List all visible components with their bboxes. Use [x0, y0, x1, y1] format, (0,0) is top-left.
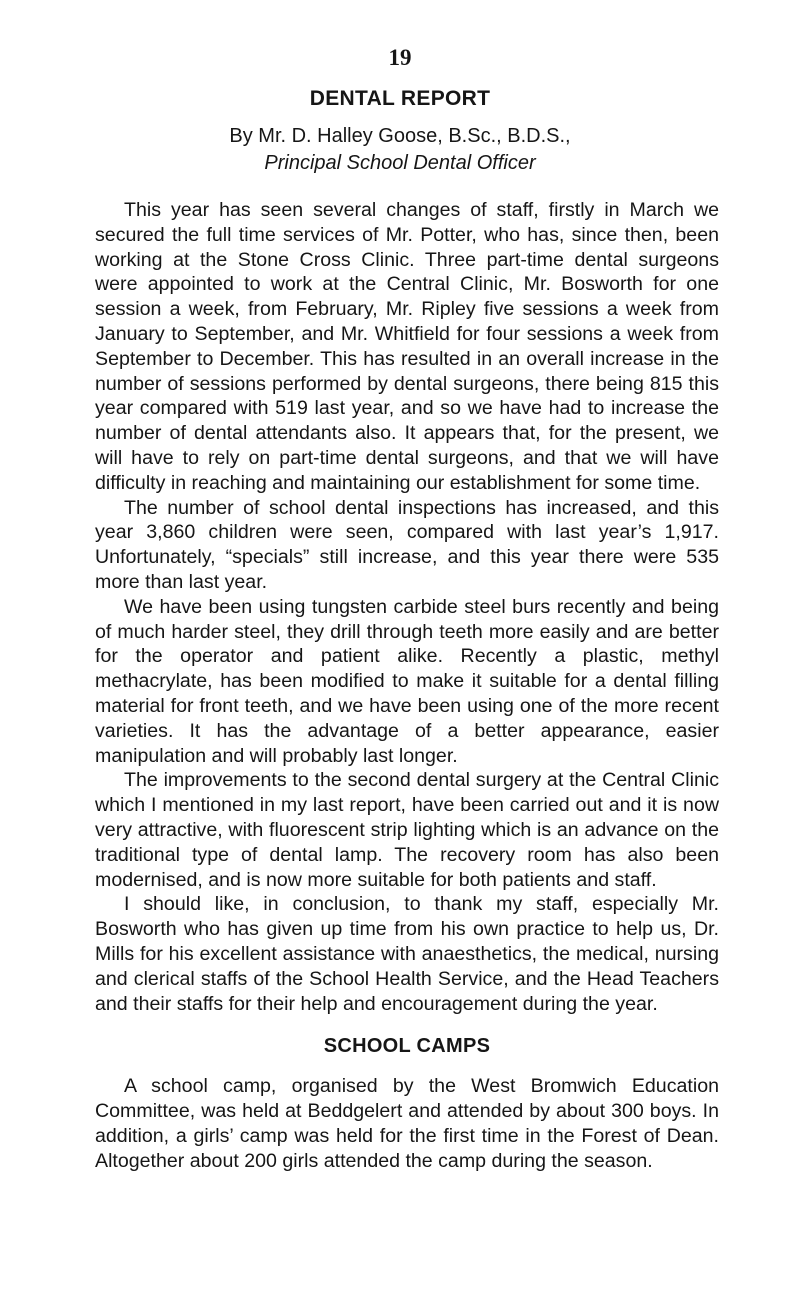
dental-paragraph-improvements: The improvements to the second dental surgery at the Central Clinic which I mentioned in my last report, have been carried out and it is now very attractive, with fluorescent strip lighting which is an advance on the traditional type of dental lamp. The recovery room has also been modernised, and is now more suitable for both patients and staff. [95, 769, 719, 891]
page-number: 19 [388, 45, 412, 70]
dental-paragraph-staff: This year has seen several changes of staff, firstly in March we secured the full time services of Mr. Potter, who has, since then, been working at the Stone Cross Clinic. Three part-time dental surgeons were appointed to work at the Central Clinic, Mr. Bosworth for one session a week, from February, Mr. Ripley five sessions a week from January to September, and Mr. Whitfield for four sessions a week from September to December. This has resulted in an overall increase in the number of sessions performed by dental surgeons, there being 815 this year compared with 519 last year, and so we have had to increase the number of dental attendants also. It appears that, for the present, we will have to rely on part-time dental surgeons, and that we will have difficulty in reaching and maintaining our establishment for some time. [95, 199, 719, 494]
report-body [95, 198, 719, 1173]
author-role: Principal School Dental Officer [264, 152, 536, 174]
school-camps-paragraph: A school camp, organised by the West Bromwich Education Committee, was held at Beddgelert and attended by about 300 boys. In addition, a girls’ camp was held for the first time in the Forest of Dean. Altogether about 200 girls attended the camp during the season. [95, 1075, 719, 1172]
school-camps-title: SCHOOL CAMPS [323, 1035, 491, 1058]
author-byline: By Mr. D. Halley Goose, B.Sc., B.D.S., [229, 125, 571, 147]
dental-paragraph-thanks: I should like, in conclusion, to thank my staff, especially Mr. Bosworth who has given up time from his own practice to help us, Dr. Mills for his excellent assistance with anaesthetics, the medical, nursing and clerical staffs of the School Health Service, and the Head Teachers and their staffs for their help and encouragement during the year. [95, 893, 719, 1015]
dental-paragraph-materials: We have been using tungsten carbide steel burs recently and being of much harder steel, they drill through teeth more easily and are better for the operator and patient alike. Recently a plastic, methyl methacrylate, has been modified to make it suitable for a dental filling material for front teeth, and we have been using one of the more recent varieties. It has the advantage of a better appearance, easier manipulation and will probably last longer. [95, 595, 719, 767]
dental-paragraph-inspections: The number of school dental inspections has increased, and this year 3,860 children were seen, compared with last year’s 1,917. Unfortunately, “specials” still increase, and this year there were 535 more than last year. [95, 496, 719, 593]
report-heading [0, 86, 800, 176]
report-title: DENTAL REPORT [309, 87, 491, 110]
